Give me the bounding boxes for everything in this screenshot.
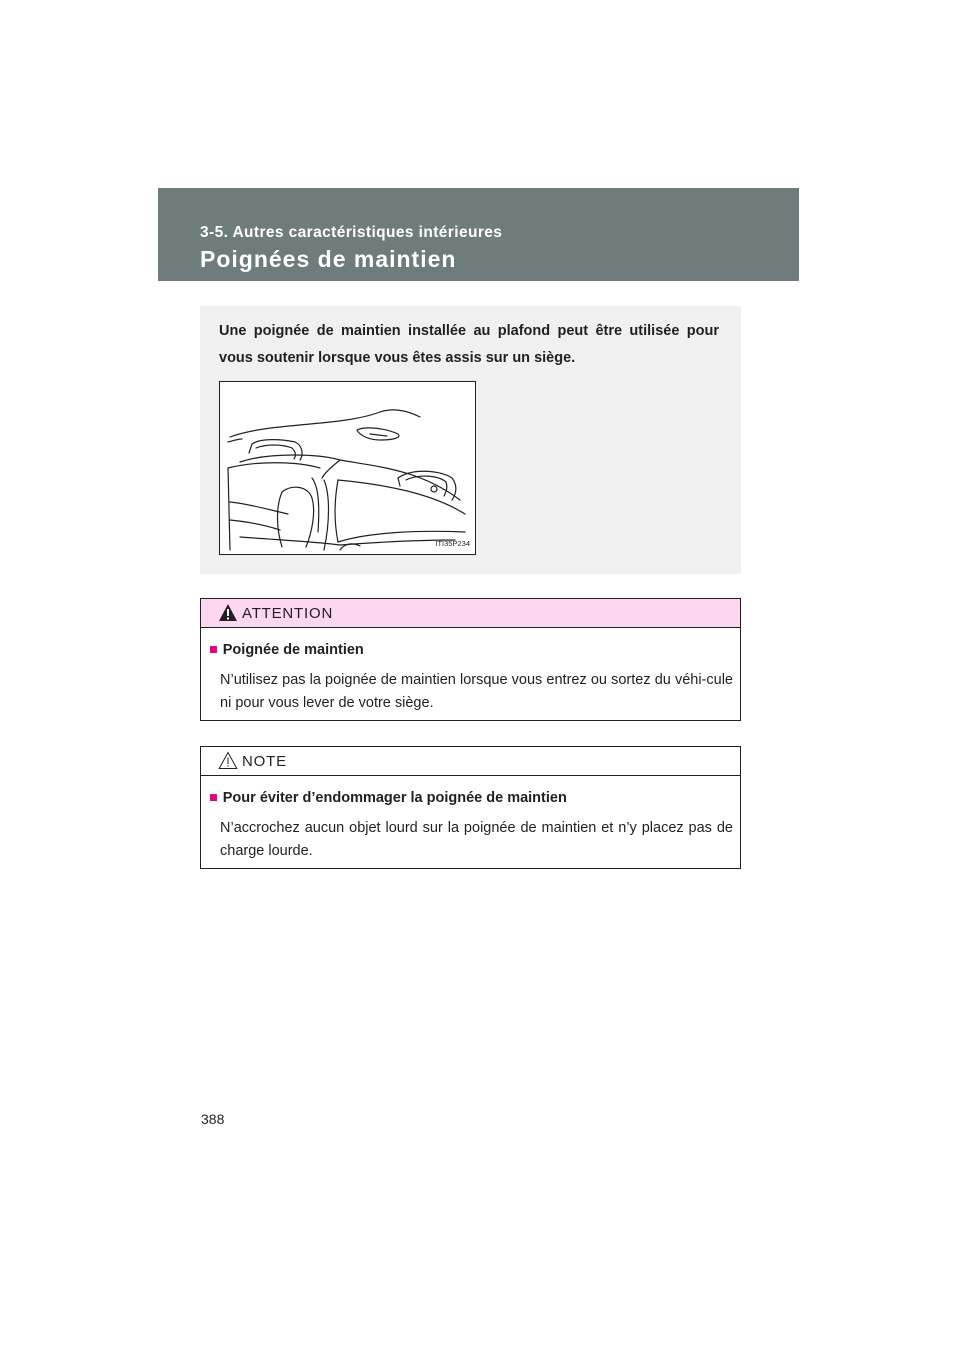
note-box (200, 746, 741, 869)
page-title: Poignées de maintien (200, 246, 457, 272)
note-item-text: N’accrochez aucun objet lourd sur la poignée de maintien et n’y placez pas de charge lourde. (220, 820, 733, 859)
page-number: 388 (201, 1111, 225, 1127)
section-header (158, 188, 799, 281)
attention-item-title-text: Poignée de maintien (222, 642, 364, 658)
attention-box (200, 598, 741, 721)
attention-header (201, 599, 740, 628)
square-bullet-icon: ■ (209, 790, 218, 806)
assist-grip-illustration (219, 381, 476, 555)
note-label: NOTE (242, 753, 287, 770)
attention-item-title (209, 642, 364, 658)
assist-grip-drawing (220, 382, 475, 554)
warning-triangle-outline-icon (218, 751, 238, 770)
attention-item-text: N’utilisez pas la poignée de maintien lorsque vous entrez ou sortez du véhi-cule ni pour vous lever de votre siège. (220, 672, 733, 711)
note-header (201, 747, 740, 776)
note-item-title-text: Pour éviter d’endommager la poignée de maintien (222, 790, 567, 806)
warning-triangle-filled-icon (218, 603, 238, 622)
note-item-title (209, 790, 567, 806)
attention-label: ATTENTION (242, 605, 334, 622)
image-code: ITI35P234 (435, 539, 470, 548)
square-bullet-icon: ■ (209, 642, 218, 658)
intro-box (200, 306, 741, 574)
section-title: 3-5. Autres caractéristiques intérieures (200, 224, 503, 241)
intro-text: Une poignée de maintien installée au plafond peut être utilisée pour vous soutenir lorsque vous êtes assis sur un siège. (219, 323, 719, 366)
